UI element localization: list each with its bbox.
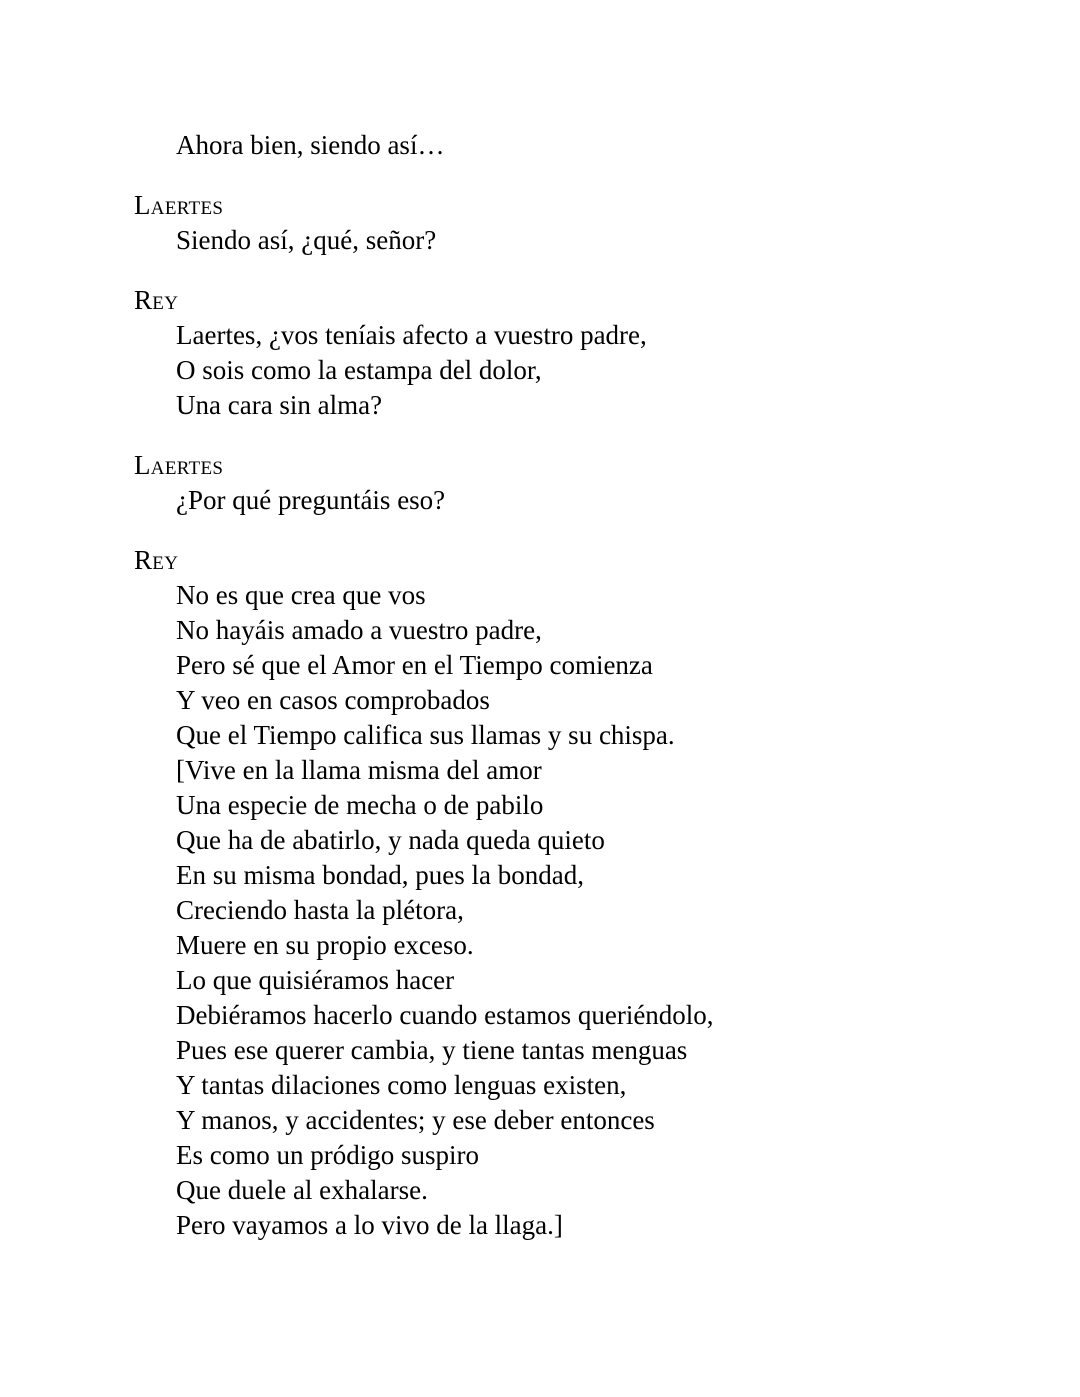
speaker-name: Rey — [134, 545, 179, 575]
dialogue-line: Ahora bien, siendo así… — [176, 130, 445, 160]
dialogue-line: No hayáis amado a vuestro padre, — [176, 615, 542, 645]
continuation-block — [134, 128, 1040, 163]
dialogue-line: ¿Por qué preguntáis eso? — [176, 485, 446, 515]
speech-block — [134, 448, 1040, 518]
speech-block — [134, 283, 1040, 423]
dialogue-line: Siendo así, ¿qué, señor? — [176, 225, 437, 255]
dialogue-line: Una cara sin alma? — [176, 390, 383, 420]
speaker-name: Rey — [134, 285, 179, 315]
dialogue-line: Una especie de mecha o de pabilo — [176, 790, 544, 820]
dialogue-line: Y manos, y accidentes; y ese deber entonces — [176, 1105, 655, 1135]
dialogue-line: Que ha de abatirlo, y nada queda quieto — [176, 825, 605, 855]
dialogue-line: [Vive en la llama misma del amor — [176, 755, 542, 785]
speaker-name: Laertes — [134, 450, 224, 480]
dialogue-line: Que duele al exhalarse. — [176, 1175, 428, 1205]
dialogue-line: Laertes, ¿vos teníais afecto a vuestro padre, — [176, 320, 647, 350]
dialogue-line: Debiéramos hacerlo cuando estamos queriéndolo, — [176, 1000, 714, 1030]
dialogue-line: Y veo en casos comprobados — [176, 685, 490, 715]
dialogue-line: En su misma bondad, pues la bondad, — [176, 860, 584, 890]
dialogue-line: Y tantas dilaciones como lenguas existen, — [176, 1070, 627, 1100]
dialogue-line: Que el Tiempo califica sus llamas y su chispa. — [176, 720, 675, 750]
dialogue-line: Pero sé que el Amor en el Tiempo comienza — [176, 650, 653, 680]
speaker-name: Laertes — [134, 190, 224, 220]
dialogue-line: Creciendo hasta la plétora, — [176, 895, 464, 925]
speech-block — [134, 188, 1040, 258]
dialogue-blocks — [134, 128, 1040, 1243]
dialogue-line: Lo que quisiéramos hacer — [176, 965, 455, 995]
dialogue-line: No es que crea que vos — [176, 580, 426, 610]
dialogue-line: Pues ese querer cambia, y tiene tantas menguas — [176, 1035, 688, 1065]
dialogue-line: Muere en su propio exceso. — [176, 930, 474, 960]
speech-block — [134, 543, 1040, 1243]
dialogue-line: Pero vayamos a lo vivo de la llaga.] — [176, 1210, 563, 1240]
dialogue-line: O sois como la estampa del dolor, — [176, 355, 542, 385]
dialogue-line: Es como un pródigo suspiro — [176, 1140, 479, 1170]
